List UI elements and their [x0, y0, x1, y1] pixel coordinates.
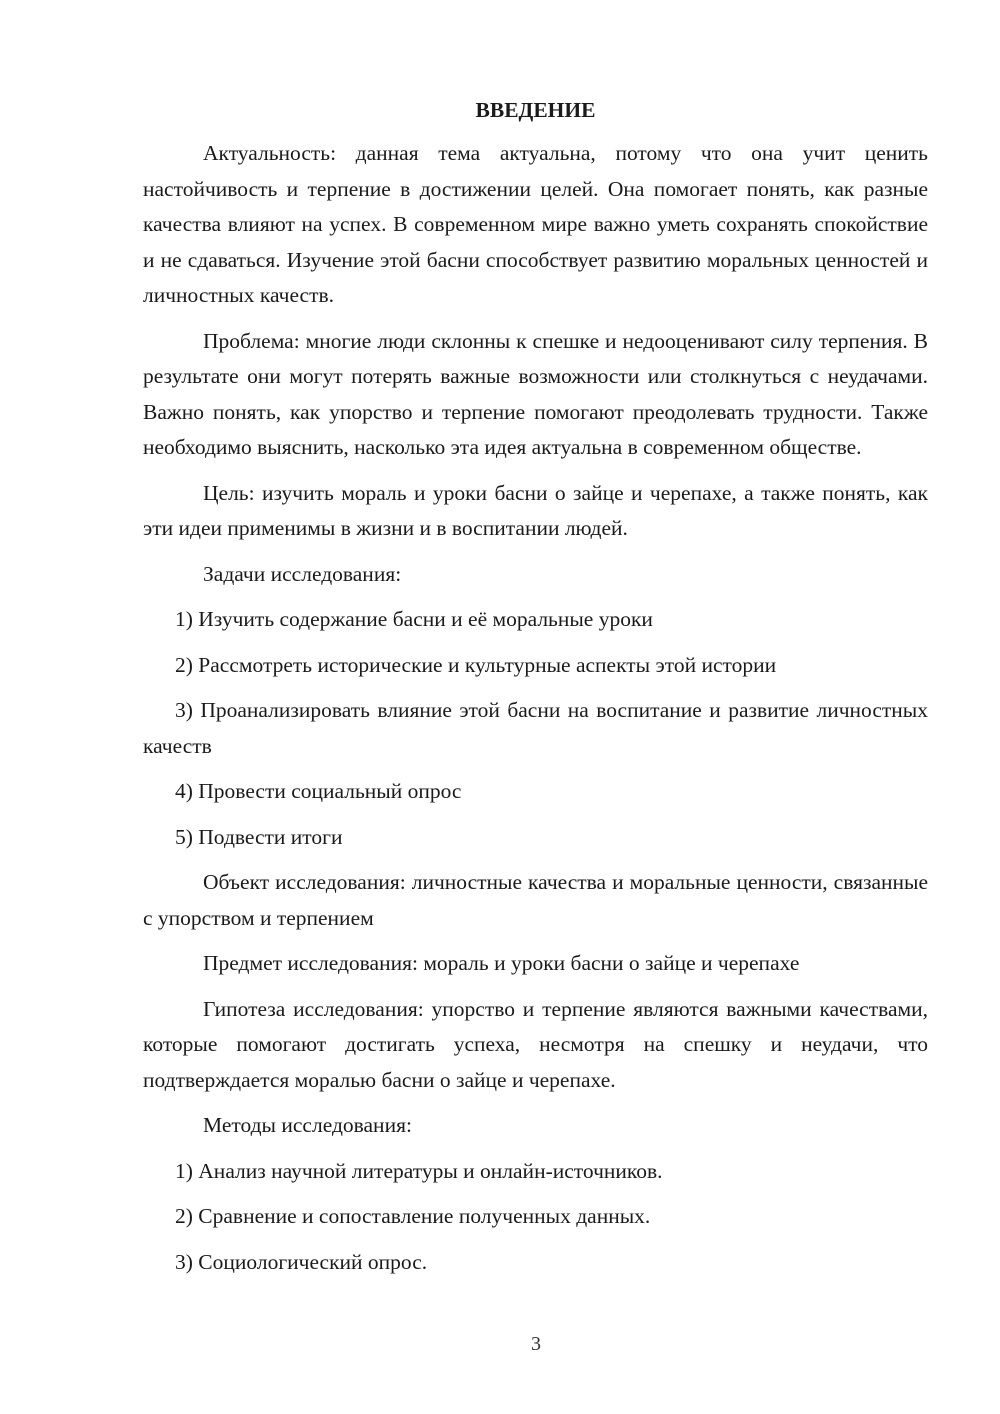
relevance-paragraph: Актуальность: данная тема актуальна, потому что она учит ценить настойчивость и терпение в достижении целей. Она помогает понять, как разные качества влияют на успех. В современном мире важно уметь сохранять спокойствие и не сдаваться. Изучение этой басни способствует развитию моральных ценностей и личностных качеств. — [143, 141, 928, 307]
goal-paragraph: Цель: изучить мораль и уроки басни о зайце и черепахе, а также понять, как эти идеи применимы в жизни и в воспитании людей. — [143, 480, 928, 540]
subject-paragraph: Предмет исследования: мораль и уроки басни о зайце и черепахе — [203, 951, 800, 975]
task-item: 2) Рассмотреть исторические и культурные аспекты этой истории — [175, 652, 777, 677]
method-item: 2) Сравнение и сопоставление полученных данных. — [175, 1204, 651, 1228]
task-item: 5) Подвести итоги — [175, 824, 343, 849]
page-title: ВВЕДЕНИЕ — [475, 98, 596, 122]
methods-heading: Методы исследования: — [203, 1113, 412, 1137]
document-page — [143, 92, 928, 1290]
method-item: 3) Социологический опрос. — [175, 1249, 428, 1274]
task-item: 3) Проанализировать влияние этой басни на воспитание и развитие личностных качеств — [143, 698, 928, 758]
method-item: 1) Анализ научной литературы и онлайн-источников. — [175, 1158, 663, 1183]
task-item: 1) Изучить содержание басни и её моральные уроки — [175, 607, 653, 631]
problem-paragraph: Проблема: многие люди склонны к спешке и недооценивают силу терпения. В результате они могут потерять важные возможности или столкнуться с неудачами. Важно понять, как упорство и терпение помогают преодолевать трудности. Также необходимо выяснить, насколько эта идея актуальна в современном обществе. — [143, 328, 928, 459]
task-item: 4) Провести социальный опрос — [175, 779, 462, 803]
object-paragraph: Объект исследования: личностные качества и моральные ценности, связанные с упорством и терпением — [143, 870, 928, 930]
page-number: 3 — [531, 1333, 541, 1355]
tasks-heading: Задачи исследования: — [203, 561, 402, 586]
hypothesis-paragraph: Гипотеза исследования: упорство и терпение являются важными качествами, которые помогают достигать успеха, несмотря на спешку и неудачи, что подтверждается моралью басни о зайце и черепахе. — [143, 996, 928, 1092]
